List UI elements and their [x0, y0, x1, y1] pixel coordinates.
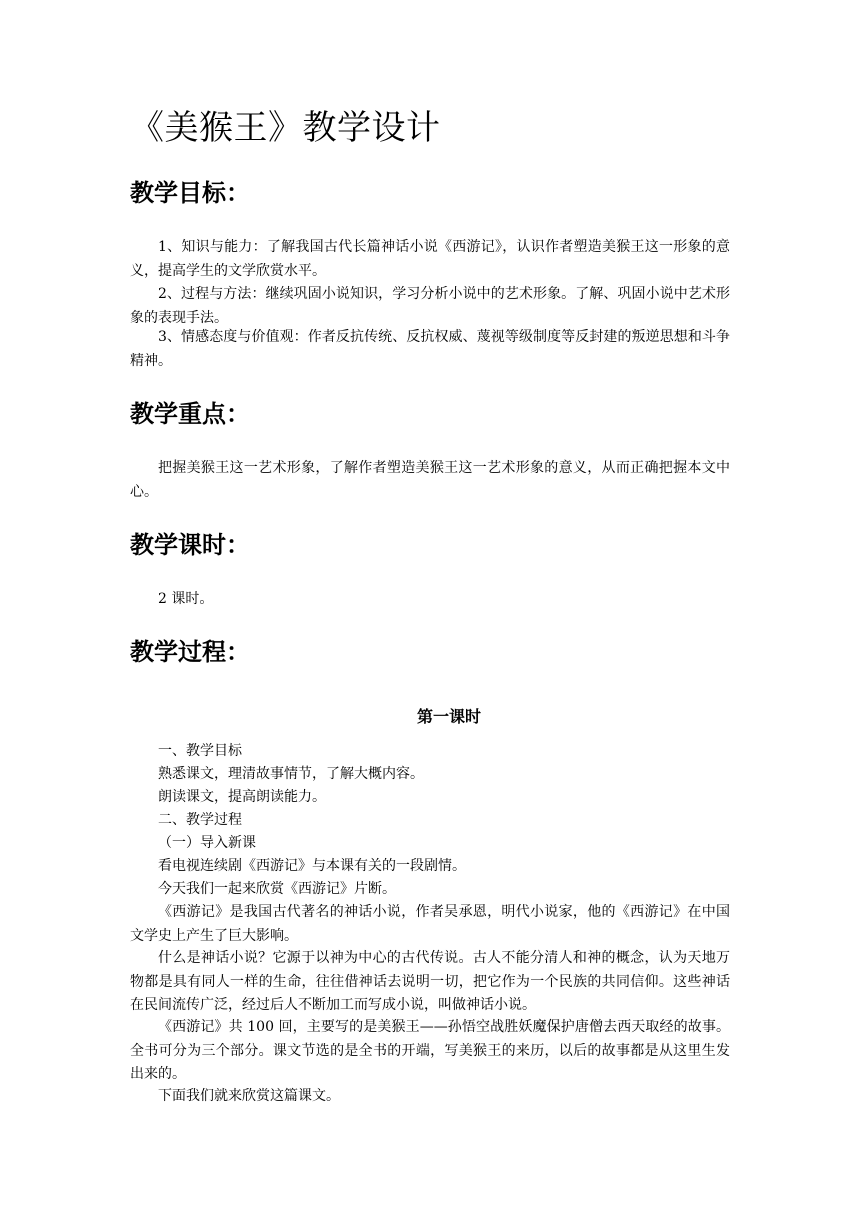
process-line: （一）导入新课	[158, 835, 256, 851]
process-line: 二、教学过程	[158, 812, 242, 828]
process-line: 今天我们一起来欣赏《西游记》片断。	[158, 881, 396, 897]
process-line: 一、教学目标	[158, 743, 242, 759]
key-points-heading: 教学重点：	[130, 400, 250, 428]
process-line: 看电视连续剧《西游记》与本课有关的一段剧情。	[158, 858, 466, 874]
process-heading: 教学过程：	[130, 638, 250, 666]
process-line: 朗读课文，提高朗读能力。	[158, 789, 326, 805]
document-title: 《美猴王》教学设计	[130, 108, 441, 148]
class-hours-heading: 教学课时：	[130, 531, 250, 559]
process-paragraph: 《西游记》共 100 回，主要写的是美猴王——孙悟空战胜妖魔保护唐僧去西天取经的故事。全书可分为三个部分。课文节选的是全书的开端，写美猴王的来历，以后的故事都是从这里生发出来的。	[130, 1019, 730, 1082]
process-line: 熟悉课文，理清故事情节，了解大概内容。	[158, 766, 424, 782]
key-points-text: 把握美猴王这一艺术形象，了解作者塑造美猴王这一艺术形象的意义，从而正确把握本文中心。	[130, 460, 730, 500]
class-hours-text: 2 课时。	[158, 591, 214, 607]
lesson-title: 第一课时	[416, 707, 481, 726]
process-paragraph: 什么是神话小说？它源于以神为中心的古代传说。古人不能分清人和神的概念，认为天地万物都是具有同人一样的生命，往往借神话去说明一切，把它作为一个民族的共同信仰。这些神话在民间流传广泛，经过后人不断加工而写成小说，叫做神话小说。	[130, 950, 730, 1013]
objective-item-1: 1、知识与能力：了解我国古代长篇神话小说《西游记》，认识作者塑造美猴王这一形象的意义，提高学生的文学欣赏水平。	[130, 239, 730, 279]
objective-item-2: 2、过程与方法：继续巩固小说知识，学习分析小说中的艺术形象。了解、巩固小说中艺术形象的表现手法。	[130, 286, 730, 326]
process-paragraph: 《西游记》是我国古代著名的神话小说，作者吴承恩，明代小说家，他的《西游记》在中国文学史上产生了巨大影响。	[130, 904, 730, 944]
objectives-heading: 教学目标：	[130, 179, 250, 207]
objective-item-3: 3、情感态度与价值观：作者反抗传统、反抗权威、蔑视等级制度等反封建的叛逆思想和斗争精神。	[130, 329, 730, 369]
process-line: 下面我们就来欣赏这篇课文。	[158, 1088, 340, 1104]
